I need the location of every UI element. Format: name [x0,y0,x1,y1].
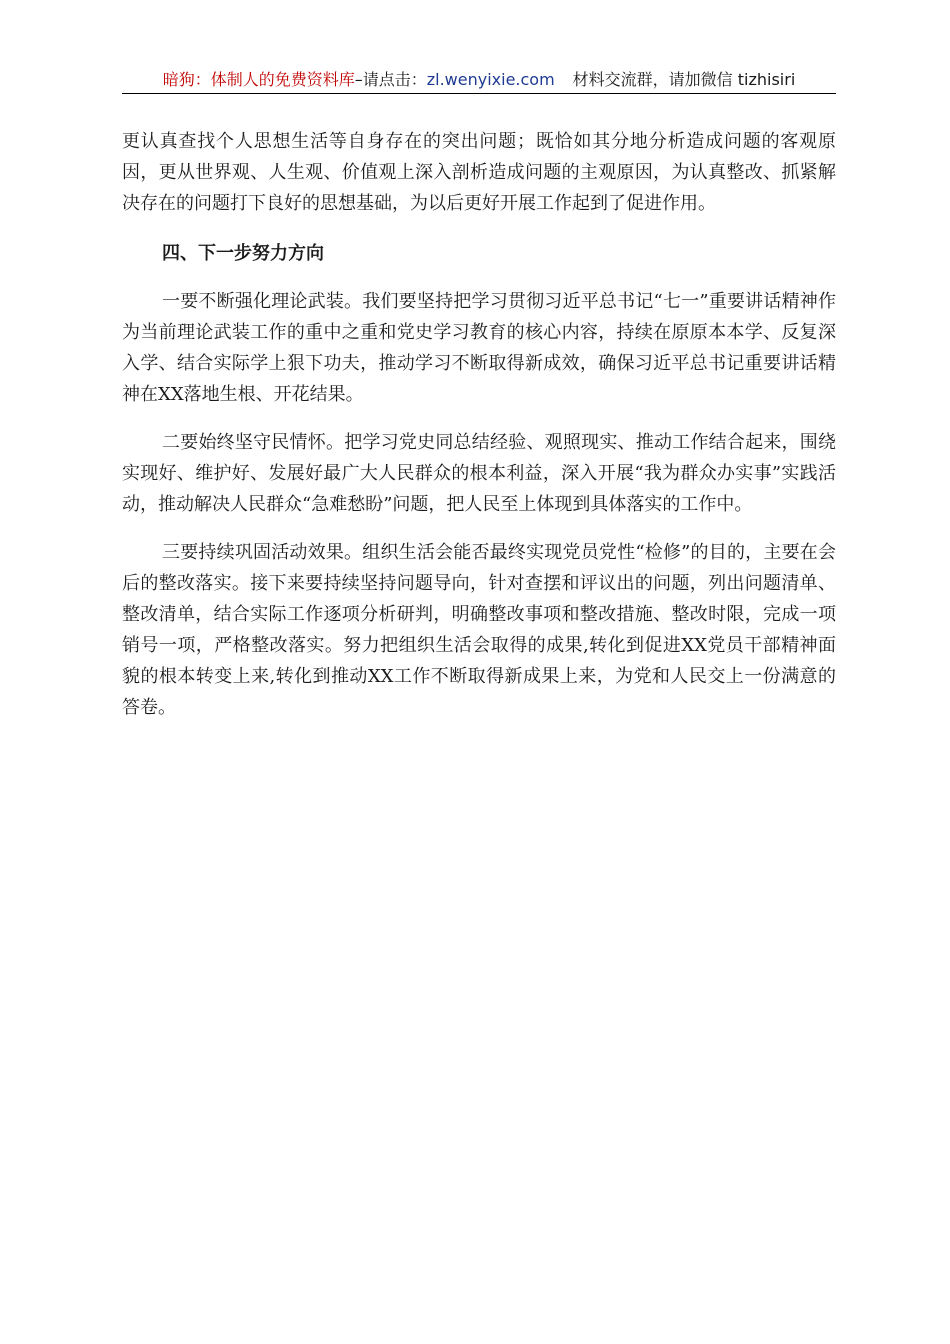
continuation-paragraph: 更认真查找个人思想生活等自身存在的突出问题；既恰如其分地分析造成问题的客观原因，更从世界观、人生观、价值观上深入剖析造成问题的主观原因，为认真整改、抓紧解决存在的问题打下良好的思想基础，为以后更好开展工作起到了促进作用。 [122,131,836,214]
body-paragraph-2: 二要始终坚守民情怀。把学习党史同总结经验、观照现实、推动工作结合起来，围绕实现好、维护好、发展好最广大人民群众的根本利益，深入开展“我为群众办实事”实践活动，推动解决人民群众“急难愁盼”问题，把人民至上体现到具体落实的工作中。 [122,432,836,515]
header-brand: 暗狗：体制人的免费资料库 [162,70,355,89]
body-paragraph-1: 一要不断强化理论武装。我们要坚持把学习贯彻习近平总书记“七一”重要讲话精神作为当前理论武装工作的重中之重和党史学习教育的核心内容，持续在原原本本学、反复深入学、结合实际学上狠下功夫，推动学习不断取得新成效，确保习近平总书记重要讲话精神在XX落地生根、开花结果。 [122,291,836,405]
header-click-label: –请点击： [354,70,427,89]
header-contact: 材料交流群，请加微信 tizhisiri [572,70,796,89]
document-body [122,126,836,723]
page-header [122,68,836,94]
section-heading: 四、下一步努力方向 [162,243,324,264]
header-site-link[interactable]: zl.wenyixie.com [426,70,555,89]
body-paragraph-3: 三要持续巩固活动效果。组织生活会能否最终实现党员党性“检修”的目的，主要在会后的整改落实。接下来要持续坚持问题导向，针对查摆和评议出的问题，列出问题清单、整改清单，结合实际工作逐项分析研判，明确整改事项和整改措施、整改时限，完成一项销号一项，严格整改落实。努力把组织生活会取得的成果,转化到促进XX党员干部精神面貌的根本转变上来,转化到推动XX工作不断取得新成果上来，为党和人民交上一份满意的答卷。 [122,542,836,718]
